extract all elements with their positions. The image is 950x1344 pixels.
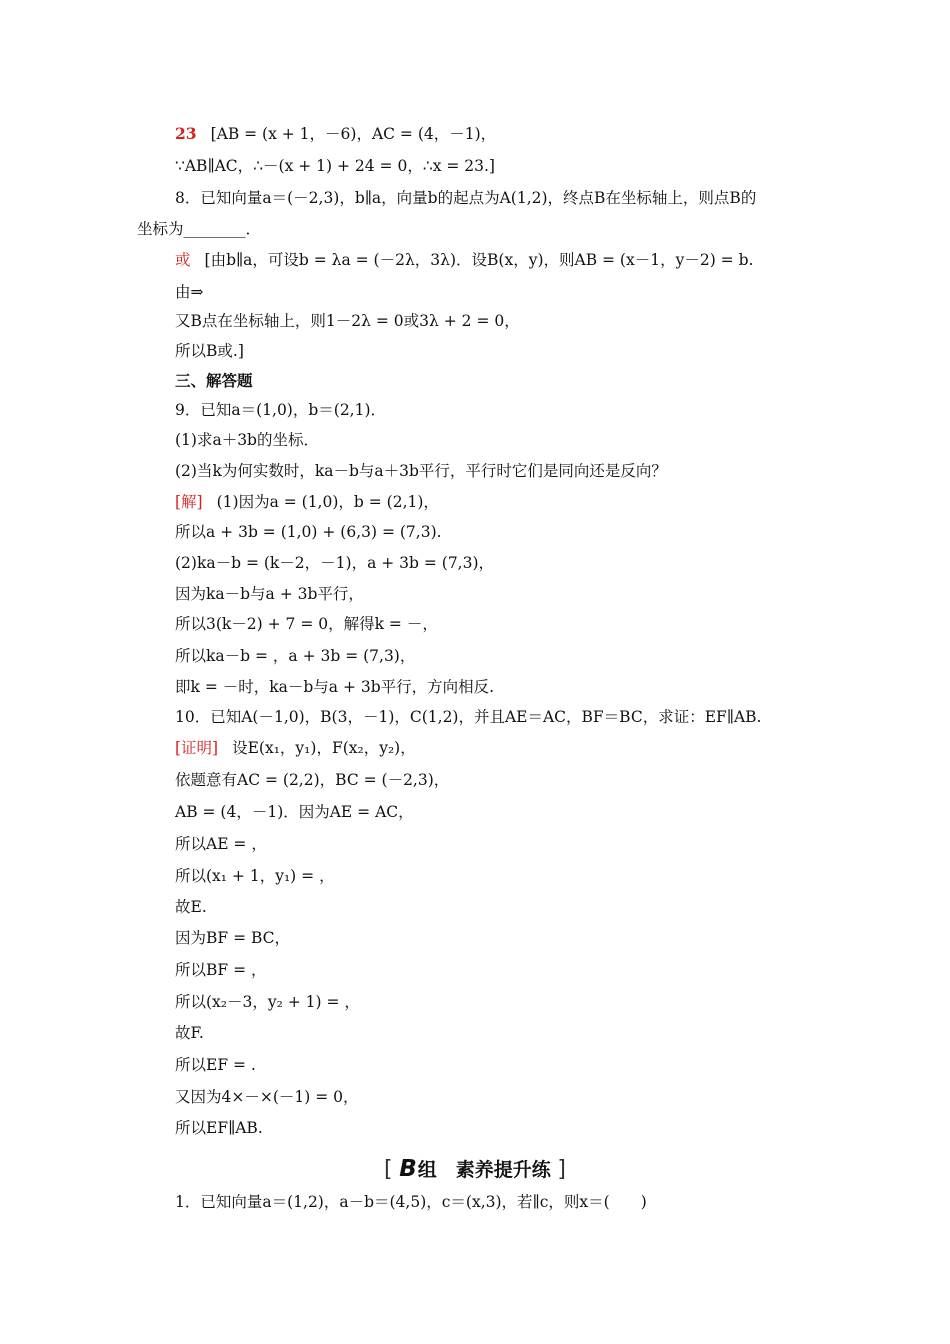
text-line [175, 584, 364, 604]
text-line [175, 928, 290, 948]
text-line [175, 992, 360, 1012]
text-line [175, 707, 761, 727]
line-text: 所以a + 3b = (1,0) + (6,3) = (7,3). [175, 523, 442, 541]
line-text: 8．已知向量a＝(－2,3)，b∥a，向量b的起点为A(1,2)，终点B在坐标轴上，则点B的 [175, 189, 757, 207]
line-text: 所以ka－b = ，a + 3b = (7,3)， [175, 647, 416, 665]
line-text: 9．已知a＝(1,0)，b＝(2,1)． [175, 401, 387, 419]
text-line [175, 834, 267, 854]
line-text: ∵AB∥AC，∴－(x + 1) + 24 = 0，∴x = 23.] [175, 157, 495, 175]
text-line [175, 250, 753, 270]
text-line [175, 614, 438, 634]
text-line [175, 553, 494, 573]
line-text: 所以EF∥AB. [175, 1119, 263, 1137]
answer-label: 23 [175, 124, 197, 143]
answer-label: [证明] [175, 739, 219, 757]
text-line [175, 738, 416, 758]
text-line [175, 430, 319, 450]
line-text: 所以(x₁ + 1，y₁) = ， [175, 867, 335, 885]
text-line [175, 1023, 204, 1043]
line-text: (2)当k为何实数时，ka－b与a＋3b平行，平行时它们是同向还是反向？ [175, 462, 667, 480]
text-line [175, 1087, 359, 1107]
line-text: 坐标为________． [137, 220, 262, 238]
text-line [175, 371, 253, 391]
line-text: 又B点在坐标轴上，则1－2λ = 0或3λ + 2 = 0， [175, 312, 520, 330]
text-line [175, 311, 520, 331]
line-text: 所以EF = . [175, 1056, 256, 1074]
section-heading-title: 组 素养提升练 [417, 1159, 551, 1181]
line-text: 所以B或.] [175, 342, 244, 360]
text-line [175, 1192, 647, 1212]
line-text: 所以AE = ， [175, 835, 267, 853]
text-line [175, 770, 449, 790]
text-line [175, 677, 494, 697]
line-text: 即k = －时，ka－b与a + 3b平行，方向相反. [175, 678, 495, 696]
line-text: AB = (4，－1)．因为AE = AC， [175, 803, 414, 821]
line-text: 又因为4×－×(－1) = 0， [175, 1088, 359, 1106]
text-line [175, 282, 204, 302]
line-text: 所以3(k－2) + 7 = 0，解得k = －， [175, 615, 438, 633]
text-line [175, 802, 414, 822]
line-text: 1．已知向量a＝(1,2)，a－b＝(4,5)，c＝(x,3)，若∥c，则x＝( ) [175, 1193, 647, 1211]
text-line [137, 219, 261, 239]
line-text: (1)求a＋3b的坐标． [175, 431, 319, 449]
text-line [175, 156, 495, 176]
line-text: 故E. [175, 898, 207, 916]
text-line [175, 124, 496, 144]
line-text: [由b∥a，可设b = λa = (－2λ，3λ)．设B(x，y)，则AB = (x－1，y－2) = b. [204, 251, 754, 269]
text-line [175, 897, 207, 917]
line-text: [AB = (x + 1，－6)，AC = (4，－1)， [210, 125, 497, 143]
left-bracket: [ [384, 1157, 393, 1182]
line-text: (1)因为a = (1,0)，b = (2,1)， [216, 493, 439, 511]
line-text: 所以BF = ， [175, 961, 267, 979]
line-text: 因为ka－b与a + 3b平行， [175, 585, 364, 603]
line-text: 依题意有AC = (2,2)，BC = (－2,3)， [175, 771, 450, 789]
text-line [175, 960, 267, 980]
group-b-logo: B [399, 1156, 418, 1182]
line-text: 三、解答题 [175, 371, 253, 390]
text-line [175, 341, 244, 361]
section-heading [0, 1155, 950, 1182]
answer-label: [解] [175, 493, 203, 511]
text-line [175, 400, 386, 420]
text-line [175, 866, 335, 886]
text-line [175, 492, 439, 512]
text-line [175, 461, 667, 481]
text-line [175, 1055, 256, 1075]
line-text: (2)ka－b = (k－2，－1)，a + 3b = (7,3)， [175, 554, 495, 572]
text-line [175, 1118, 263, 1138]
line-text: 故F. [175, 1024, 204, 1042]
line-text: 设E(x₁，y₁)，F(x₂，y₂)， [232, 739, 416, 757]
text-line [175, 188, 756, 208]
line-text: 10．已知A(－1,0)，B(3，－1)，C(1,2)，并且AE＝AC，BF＝BC，求证：EF∥AB. [175, 708, 762, 726]
line-text: 由⇒ [175, 283, 204, 301]
answer-label: 或 [175, 251, 191, 269]
line-text: 因为BF = BC， [175, 929, 291, 947]
text-line [175, 646, 415, 666]
right-bracket: ] [557, 1157, 566, 1182]
text-line [175, 522, 442, 542]
line-text: 所以(x₂－3，y₂ + 1) = ， [175, 993, 360, 1011]
